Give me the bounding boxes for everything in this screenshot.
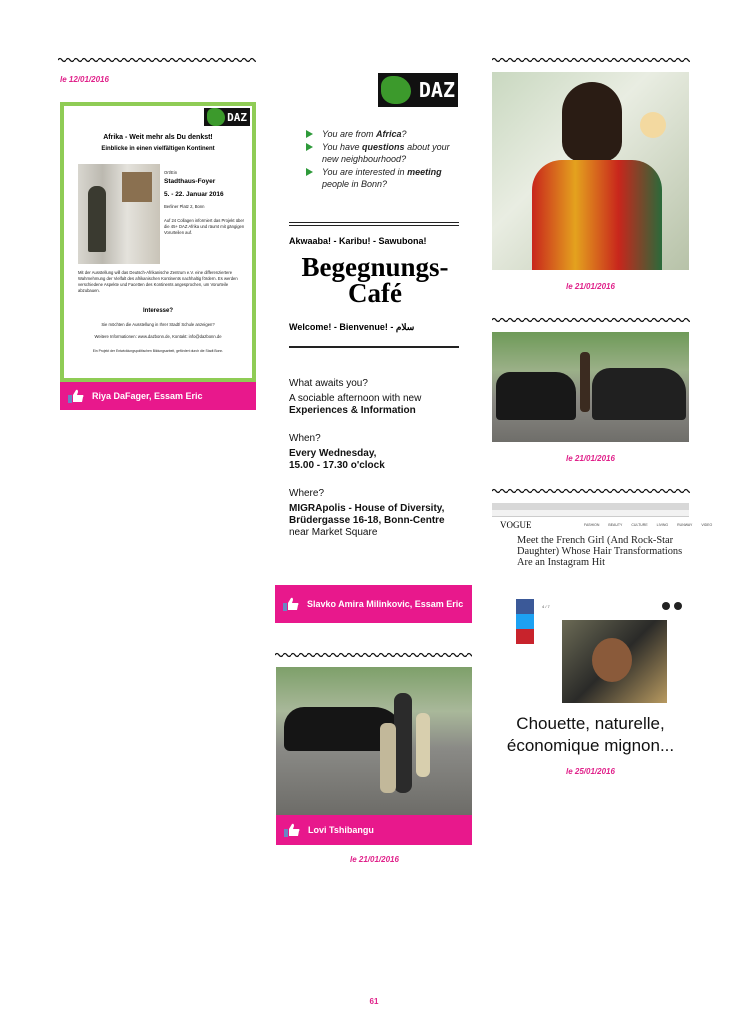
- poster-footer: Ein Projekt der Entwicklungspolitischen Bildungsarbeit, gefördert durch die Stadt Bonn.: [92, 349, 224, 353]
- vogue-logo: VOGUE: [500, 520, 532, 530]
- intro-text: Auf 24 Collagen informiert das Projekt über die 45+ DAZ Afrika und räumt mit gängigen Vorurteilen auf.: [164, 218, 245, 235]
- bullet-item: You are interested in meeting people in Bonn?: [306, 166, 466, 190]
- wavy-divider: [492, 316, 690, 324]
- thumbs-up-icon[interactable]: [68, 389, 84, 403]
- post-date: le 12/01/2016: [60, 75, 109, 84]
- likes-bar: [275, 585, 472, 623]
- cafe-title: Begegnungs- Café: [301, 252, 449, 308]
- likes-bar: [60, 382, 256, 410]
- exhibition-poster: [60, 102, 256, 382]
- nav-item[interactable]: FASHION: [584, 523, 600, 527]
- bullet-list: [306, 128, 466, 191]
- welcome-line: Welcome! - Bienvenue! - سلام: [289, 322, 415, 332]
- contact-text: Weitere Informationen: www.dazbonn.de, Kontakt: info@dazbonn.de: [94, 334, 222, 339]
- prev-arrow-icon[interactable]: [662, 602, 670, 610]
- likes-names[interactable]: Riya DaFager, Essam Eric: [92, 391, 203, 401]
- daz-logo: DAZ: [204, 108, 250, 126]
- vogue-nav: [584, 523, 712, 527]
- divider: [289, 222, 459, 226]
- vogue-headline: Meet the French Girl (And Rock-Star Daughter) Whose Hair Transformations Are an Instagram Hit: [517, 535, 683, 568]
- next-arrow-icon[interactable]: [674, 602, 682, 610]
- bullet-item: You are from Africa?: [306, 128, 466, 140]
- portrait-photo: [492, 72, 689, 270]
- wavy-divider: [58, 56, 256, 64]
- post-date: le 21/01/2016: [566, 454, 615, 463]
- address: Berliner Platz 2, Bonn: [164, 204, 205, 209]
- poster-title: Afrika - Weit mehr als Du denkst!: [103, 134, 213, 141]
- nav-item[interactable]: RUNWAY: [677, 523, 693, 527]
- green-arrow-icon: [306, 130, 313, 138]
- interest-heading: Interesse?: [142, 308, 173, 314]
- post-date: le 25/01/2016: [566, 767, 615, 776]
- page-number: 61: [369, 997, 379, 1006]
- post-date: le 21/01/2016: [350, 855, 399, 864]
- cars-photo: [492, 332, 689, 442]
- greeting: Akwaaba! - Karibu! - Sawubona!: [289, 236, 427, 246]
- venue-intro: Ort/Ein: [164, 170, 178, 175]
- venue: Stadthaus-Foyer: [164, 178, 216, 185]
- daz-logo: DAZ: [378, 73, 458, 107]
- exhibition-dates: 5. - 22. Januar 2016: [164, 191, 224, 198]
- caption: Chouette, naturelle, économique mignon...: [506, 714, 675, 755]
- wavy-divider: [492, 56, 690, 64]
- green-arrow-icon: [306, 168, 313, 176]
- cta-text: Sie möchten die Ausstellung in Ihrer Stadt/ Schule anzeigen?: [101, 322, 215, 327]
- divider: [289, 346, 459, 348]
- bullet-item: You have questions about your new neighbourhood?: [306, 141, 466, 165]
- wavy-divider: [492, 487, 690, 495]
- likes-bar: [276, 815, 472, 845]
- exhibition-photo: [78, 164, 160, 264]
- vogue-screenshot: [492, 503, 713, 703]
- thumbs-up-icon[interactable]: [283, 597, 299, 611]
- poster-subtitle: Einblicke in einen vielfältigen Kontinent: [101, 146, 215, 152]
- likes-names[interactable]: Lovi Tshibangu: [308, 825, 374, 835]
- slide-counter: 4 / 7: [542, 604, 550, 609]
- likes-names[interactable]: Slavko Amira Milinkovic, Essam Eric: [307, 598, 464, 609]
- wavy-divider: [275, 651, 472, 659]
- post-date: le 21/01/2016: [566, 282, 615, 291]
- girl-photo: [562, 620, 667, 703]
- nav-item[interactable]: LIVING: [656, 523, 669, 527]
- thumbs-up-icon[interactable]: [284, 823, 300, 837]
- nav-item[interactable]: CULTURE: [631, 523, 648, 527]
- green-arrow-icon: [306, 143, 313, 151]
- nav-item[interactable]: BEAUTY: [608, 523, 623, 527]
- body-text: Mit der Ausstellung will das Deutsch-Afrikanische Zentrum e.V. eine differenziertere Wahrnehmung der Vielfalt des afrikanischen Kontinents nachhaltig fördern. Es werden verschiedene Aspekte und Facetten des Kontinents angesprochen, um Vorurteile abzubauen.: [78, 270, 238, 293]
- nav-item[interactable]: VIDEO: [701, 523, 713, 527]
- car-family-photo: [276, 667, 472, 815]
- event-details: What awaits you? A sociable afternoon with new Experiences & Information When? Every Wednesday, 15.00 - 17.30 o'clock Where? MIGRApolis - House of Diversity, Brüdergasse 16-18, Bonn-Centre near Market Square: [289, 378, 445, 538]
